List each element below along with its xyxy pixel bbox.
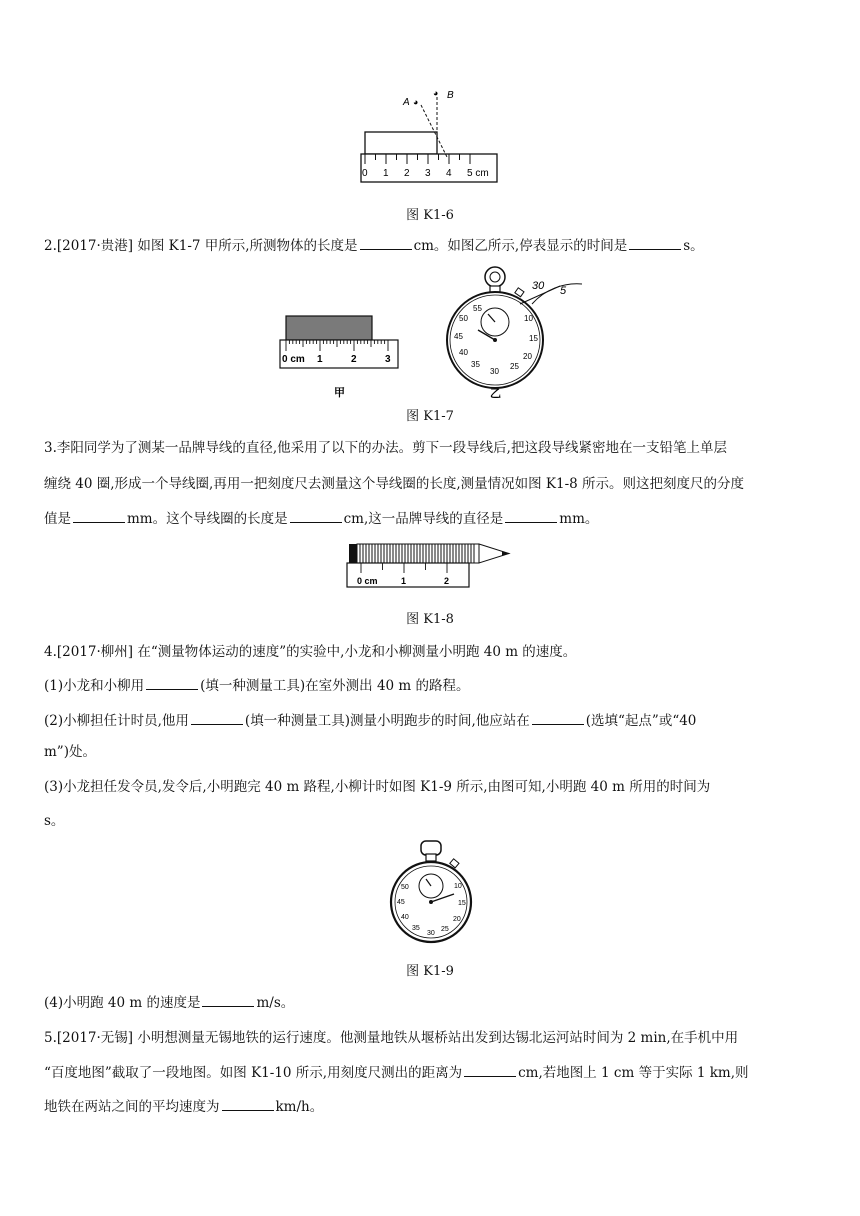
q3-blank-division[interactable] [73,510,125,523]
k1-9-dial-10: 10 [454,883,462,890]
q5-line-2 [44,1064,824,1082]
q2-mid: cm。如图乙所示,停表显示的时间是 [413,238,628,254]
dial-40: 40 [459,348,468,357]
k1-9-dial-30: 30 [427,930,435,937]
figure-k1-7-ruler [278,312,402,402]
k1-9-dial-50: 50 [401,884,409,891]
label-yi: 乙 [490,388,501,400]
ruler-tick-4: 4 [446,168,452,179]
ruler-tick-3: 3 [425,168,431,179]
ruler-tick-1: 1 [383,168,389,179]
q5-line-3 [44,1098,824,1116]
q4-sub-2 [44,712,824,730]
k1-9-dial-40: 40 [401,914,409,921]
k1-9-dial-45: 45 [397,899,405,906]
dial-45: 45 [454,332,463,341]
eye-icon-a: ◕ [413,97,419,107]
q3-blank-length[interactable] [290,510,342,523]
k1-9-dial-35: 35 [412,925,420,932]
k1-9-dial-15: 15 [458,900,466,907]
q5-text-a: “百度地图”截取了一段地图。如图 K1-10 所示,用刻度尺测出的距离为 [44,1065,463,1081]
caption-k1-9: 图 K1-9 [406,964,454,979]
q5-line-1: 5.[2017·无锡] 小明想测量无锡地铁的运行速度。他测量地铁从堰桥站出发到达锡北运河站时间为 2 min,在手机中用 [44,1030,739,1046]
q4-sub-1 [44,677,824,695]
q3-blank-diameter[interactable] [505,510,557,523]
fig-k1-6-label-a: A [403,97,410,108]
q5-text-b: cm,若地图上 1 cm 等于实际 1 km,则 [518,1065,749,1081]
figure-k1-9 [382,838,482,948]
eye-icon-b: ◕ [433,88,439,98]
q5-text-c: 地铁在两站之间的平均速度为 [44,1099,220,1115]
q2-blank-length[interactable] [360,237,412,250]
question-2 [44,237,824,255]
q4-s4-a: (4)小明跑 40 m 的速度是 [44,995,201,1011]
k1-8-tick-1: 1 [401,576,407,586]
label-jia: 甲 [334,387,345,399]
q4-sub-2-cont: m”)处。 [44,744,96,760]
q2-end: s。 [683,238,704,254]
q4-s1-a: (1)小龙和小柳用 [44,678,145,694]
q3-text-b: mm。这个导线圈的长度是 [127,511,288,527]
k1-7-tick-0: 0 cm [282,354,305,365]
dial-10: 10 [524,314,533,323]
q4-s2-a: (2)小柳担任计时员,他用 [44,713,189,729]
dial-35: 35 [471,360,480,369]
q4-s4-b: m/s。 [256,995,295,1011]
q3-line-2: 缠绕 40 圈,形成一个导线圈,再用一把刻度尺去测量这个导线圈的长度,测量情况如图 K1-8 所示。则这把刻度尺的分度 [44,476,745,492]
q4-line-1: 4.[2017·柳州] 在“测量物体运动的速度”的实验中,小龙和小柳测量小明跑 40 m 的速度。 [44,644,577,660]
k1-7-tick-1: 1 [317,354,323,365]
k1-7-tick-3: 3 [385,354,391,365]
ruler-tick-0: 0 [362,168,368,179]
q4-blank-speed[interactable] [202,994,254,1007]
q4-sub-3: (3)小龙担任发令员,发令后,小明跑完 40 m 路程,小柳计时如图 K1-9 所示,由图可知,小明跑 40 m 所用的时间为 [44,779,711,795]
q4-blank-tool-2[interactable] [191,712,243,725]
dial-15: 15 [529,334,538,343]
zoom-30: 30 [532,280,545,292]
dial-20: 20 [523,352,532,361]
q5-blank-distance[interactable] [464,1064,516,1077]
fig-k1-6-label-b: B [447,90,454,101]
k1-8-tick-2: 2 [444,576,450,586]
caption-k1-7: 图 K1-7 [406,409,454,424]
q4-sub-3-cont: s。 [44,813,65,829]
k1-9-dial-25: 25 [441,926,449,933]
q4-s1-b: (填一种测量工具)在室外测出 40 m 的路程。 [200,678,470,694]
q4-blank-tool-1[interactable] [146,677,198,690]
ruler-tick-5: 5 cm [467,168,489,179]
caption-k1-8: 图 K1-8 [406,612,454,627]
dial-25: 25 [510,362,519,371]
dial-30: 30 [490,367,499,376]
k1-7-tick-2: 2 [351,354,357,365]
q4-blank-position[interactable] [532,712,584,725]
q3-text-c: cm,这一品牌导线的直径是 [343,511,504,527]
q4-s2-b: (填一种测量工具)测量小明跑步的时间,他应站在 [244,713,530,729]
q5-blank-speed[interactable] [222,1098,274,1111]
dial-50: 50 [459,314,468,323]
figure-k1-7-stopwatch [440,262,590,402]
q3-line-3 [44,510,824,528]
q2-prefix: 2.[2017·贵港] 如图 K1-7 甲所示,所测物体的长度是 [44,238,358,254]
q3-text-d: mm。 [559,511,599,527]
q5-text-d: km/h。 [275,1099,324,1115]
q4-s2-c: (选填“起点”或“40 [585,713,697,729]
k1-8-tick-0: 0 cm [357,576,378,586]
figure-k1-6 [355,85,505,190]
q2-blank-time[interactable] [629,237,681,250]
zoom-5: 5 [560,285,567,297]
q3-line-1: 3.李阳同学为了测某一品牌导线的直径,他采用了以下的办法。剪下一段导线后,把这段导线紧密地在一支铅笔上单层 [44,440,727,456]
ruler-tick-2: 2 [404,168,410,179]
caption-k1-6: 图 K1-6 [406,208,454,223]
q4-sub-4 [44,994,824,1012]
dial-55: 55 [473,304,482,313]
q3-text-a: 值是 [44,511,71,527]
figure-k1-8 [344,540,514,595]
k1-9-dial-20: 20 [453,916,461,923]
